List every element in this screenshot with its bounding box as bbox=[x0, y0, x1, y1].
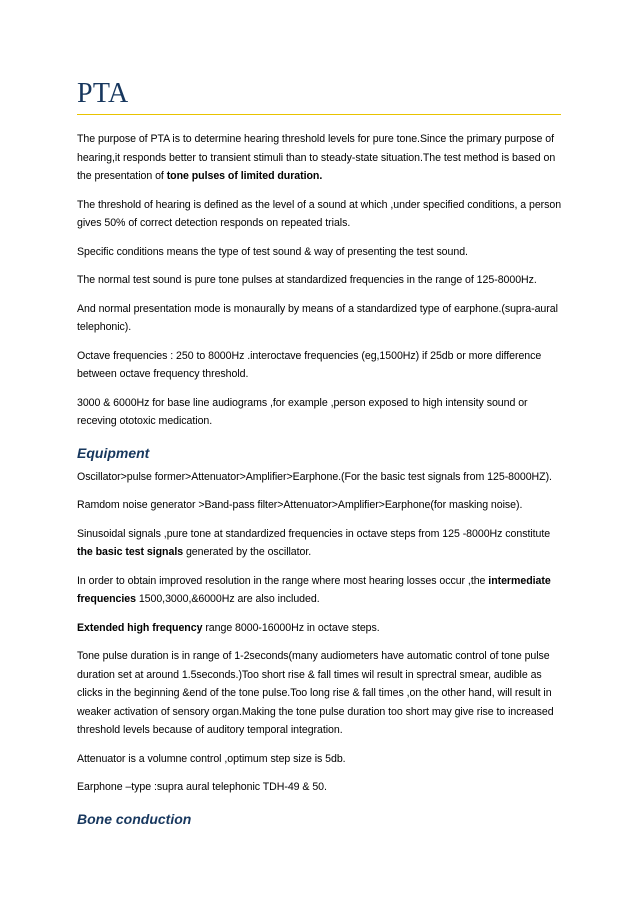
text-run: Sinusoidal signals ,pure tone at standardized frequencies in octave steps from 125 -8000Hz constitute bbox=[77, 527, 551, 540]
text-run: Tone pulse duration is in range of 1-2seconds(many audiometers have automatic control of tone pulse duration set at around 1.5seconds.)Too short rise & fall times wil result in sprectral smear, audible as clicks in the beginning &end of the tone pulse.Too long rise & fall times ,on the other hand, will result in weaker activation of sensory organ.Making the tone pulse duration too short may give rise to increased threshold levels because of auditory temporal integration. bbox=[77, 650, 554, 736]
text-run: Ramdom noise generator >Band-pass filter>Attenuator>Amplifier>Earphone(for masking noise). bbox=[77, 499, 523, 511]
body-paragraph bbox=[77, 750, 564, 769]
text-run: generated by the oscillator. bbox=[183, 546, 312, 558]
section-heading: Bone conduction bbox=[77, 810, 192, 827]
document-sections bbox=[77, 443, 564, 829]
body-paragraph bbox=[77, 300, 564, 337]
body-paragraph bbox=[77, 778, 564, 797]
bold-text-run: the basic test signals bbox=[77, 546, 184, 558]
intro-section bbox=[77, 130, 564, 431]
text-run: Attenuator is a volumne control ,optimum step size is 5db. bbox=[77, 752, 346, 765]
text-run: 3000 & 6000Hz for base line audiograms ,for example ,person exposed to high intensity sound or receving ototoxic medication. bbox=[77, 396, 528, 427]
section bbox=[77, 809, 564, 829]
text-run: In order to obtain improved resolution in the range where most hearing losses occur ,the bbox=[77, 574, 489, 587]
body-paragraph bbox=[77, 130, 564, 186]
section bbox=[77, 443, 564, 797]
body-paragraph bbox=[77, 196, 564, 233]
text-run: Oscillator>pulse former>Attenuator>Amplifier>Earphone.(For the basic test signals from 125-8000HZ). bbox=[77, 470, 552, 483]
bold-text-run: tone pulses of limited duration. bbox=[166, 170, 323, 182]
body-paragraph bbox=[77, 468, 564, 487]
body-paragraph bbox=[77, 496, 564, 515]
text-run: Octave frequencies : 250 to 8000Hz .interoctave frequencies (eg,1500Hz) if 25db or more difference between octave frequency threshold. bbox=[77, 349, 542, 380]
text-run: 1500,3000,&6000Hz are also included. bbox=[135, 593, 320, 605]
page-title: PTA bbox=[77, 78, 129, 109]
bold-text-run: Extended high frequency bbox=[77, 621, 203, 634]
text-run: And normal presentation mode is monaurally by means of a standardized type of earphone.(supra-aural telephonic). bbox=[77, 302, 558, 333]
body-paragraph bbox=[77, 647, 564, 740]
body-paragraph bbox=[77, 572, 564, 609]
text-run: The threshold of hearing is defined as the level of a sound at which ,under specified conditions, a person gives 50% of correct detection responds on repeated trials. bbox=[77, 198, 562, 229]
body-paragraph bbox=[77, 347, 564, 384]
bold-text-run: intermediate frequencies bbox=[77, 574, 551, 605]
body-paragraph bbox=[77, 243, 564, 262]
body-paragraph bbox=[77, 525, 564, 562]
title-underline-rule bbox=[77, 114, 561, 115]
section-heading: Equipment bbox=[77, 444, 150, 461]
body-paragraph bbox=[77, 394, 564, 431]
text-run: range 8000-16000Hz in octave steps. bbox=[202, 621, 380, 634]
body-paragraph bbox=[77, 619, 564, 638]
text-run: Specific conditions means the type of test sound & way of presenting the test sound. bbox=[77, 245, 468, 258]
body-paragraph bbox=[77, 271, 564, 290]
text-run: Earphone –type :supra aural telephonic TDH-49 & 50. bbox=[77, 781, 327, 793]
text-run: The normal test sound is pure tone pulses at standardized frequencies in the range of 125-8000Hz. bbox=[77, 274, 537, 286]
document-body bbox=[77, 130, 564, 834]
text-run: The purpose of PTA is to determine hearing threshold levels for pure tone.Since the primary purpose of hearing,it responds better to transient stimuli than to steady-state situation.The test method is based on the presentation of bbox=[77, 133, 556, 182]
